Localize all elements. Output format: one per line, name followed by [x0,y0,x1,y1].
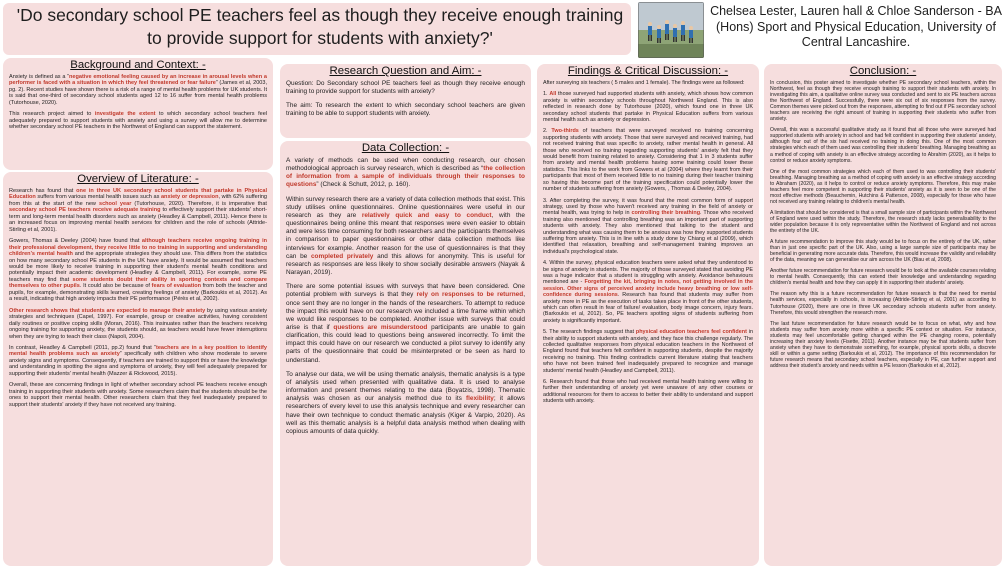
poster-title: 'Do secondary school PE teachers feel as though they receive enough training to provide support for students with anxiety?' [16,5,624,48]
highlighted-text: Two-thirds [551,128,579,135]
body-text: by using various anxiety strategies and techniques (Capel, 1997). For example, group or creative activities, having consistent daily routines or positive coping skills (Moran, 2016). This insinuates rather than the teachers receiving ongoing training for supporting anxiety, the students should, as teachers would have fewer interruptions when they are trying to teach their class (Napoli, 2004). [9,307,267,340]
body-text: 2. [543,128,552,135]
body-text: A limitation that should be considered is that a small sample size of participants within the Northwest of England were used within the study. Therefore, the research study lacks generalisability to the wider population because it is only representative within the Northwest of England and not across the entirety of the UK. [770,209,996,235]
body-text: suffers from various mental health issues such as [35,194,161,201]
data-collection-paragraph [286,283,525,365]
highlighted-text: controlling their breathing [631,210,701,217]
conclusion-paragraph [770,291,996,315]
body-text: . Those who received training also mentioned that controlling breathing was an important part of supporting students with anxiety. They also mentioned that talking to the student and understanding what was causing them to be anxious was how they supported students suffering from anxiety. This is in line with a study done by Chiang et al (2009), which identified that relaxation, breathing and self-management training improves an individual's psychological state. [543,210,753,255]
highlighted-text: All [549,91,557,98]
body-text: In conclusion, this poster aimed to investigate whether PE secondary school teachers, within the Northwest, feel as though they receive enough training to support their students with anxiety. In investigating this aim, a qualitative online survey was conducted and sent to six PE teachers across the Northwest of England. Successfully, there were six out of six responses from the survey. Common themes were picked out from the responses, attempting to find out if PE secondary school teachers are receiving the right amount of training in supporting their students who suffer from anxiety. [770,80,996,123]
conclusion-paragraph [770,268,996,286]
conclusion-heading: Conclusion: - [849,65,917,77]
body-text: The last future recommendation for future research would be to focus on what, why and how students may suffer from anxiety more within a specific PE context or situation. For instance, students may feel uncomfortable getting changed within the PE changing rooms, potentially increasing their anxiety levels (Fisette, 2011). Another instance may be that students suffer from anxiety when they have to demonstrate something, for example, physical sports skills, a discrete skill or within a game setting (Barkoukis et al, 2012). The importance of this recommendation for future research means that secondary school teachers, especially in PE, can further support and address their student's anxiety and needs within a PE lesson (Barkoukis et al, 2012). [770,320,996,369]
students-photo [638,2,704,58]
body-text: in their ability to support students with anxiety, and they face this challenge regularly. The collected qualitative responses from physical education teachers in the Northwest of England found that teachers felt confident in supporting students, despite the majority receiving no training. This finding contradicts current literature stating that teachers who have not been trained feel inadequately prepared to recognize and manage students' mental health (Headley and Campbell, 2011). [543,329,753,374]
highlighted-text: Forgetting the kit, bringing in notes, not getting involved in the session. Other signs of perceived anxiety include heavy breathing or low self-confidence during sessions [543,279,753,299]
body-text: This research project aimed to [9,111,95,118]
conclusion-paragraph [770,239,996,263]
highlighted-text: secondary school PE teachers receive adequate training [9,207,161,214]
data-collection-paragraph [286,196,525,278]
highlighted-text: physical education teachers feel confident [635,329,747,336]
body-text: A future recommendation to improve this study would be to focus on the entirety of the UK, rather than in just one specific part of the UK. Also, using a large sample size of participants may be beneficial in generating more accurate data. Therefore, this would increase the validity and reliability of the data, meaning we can generalise our aim across the UK (Biau et al, 2008). [770,239,996,264]
body-text: Another future recommendation for future research would be to look at the available courses relating to mental health. Consequently, this can extend their knowledge and understanding regarding children's mental health and how they can apply it in supporting their students' anxiety. [770,268,996,287]
data-collection-panel [280,141,531,566]
research-question: Question: Do Secondary school PE teachers feel as though they receive enough training to provide support for students with anxiety? [286,80,525,96]
literature-heading: Overview of Literature: - [77,173,199,185]
data-collection-paragraph [286,157,525,190]
literature-body [3,188,273,408]
body-text: from both the teacher and pupils, for example, demonstrating skills learned, creating feelings of anxiety (Barkoukis et al, 2012). As a result, indicating that high anxiety impacts their PE performance (Pérès et al, 2002). [9,283,267,303]
highlighted-text: fears of evaluation [151,283,202,290]
background-panel [3,58,273,170]
body-text: Anxiety is defined as a “ [9,74,70,80]
body-text: There are some potential issues with surveys that have been considered. One potential problem with surveys is that they [286,283,525,299]
body-text: participants are unable to gain clarification, this could lead to questions being answered incorrectly. To limit the impact this could have on our research we conducted a pilot survey to identify any parts of the questionnaire that could be misinterpreted or be seen as hard to understand. [286,323,525,364]
highlighted-text: relatively quick and easy to conduct [361,211,492,219]
body-text: 4. Within the survey, physical education teachers were asked what they understood to be signs of anxiety in students. The majority of those surveyed stated that avoiding PE was a huge indicator that a student is struggling with anxiety. Avoidance behaviours mentioned are - [543,260,753,286]
highlighted-text: the collection of information from a sample of individuals through their responses to questions [286,165,525,189]
findings-heading: Findings & Critical Discussion: - [567,65,729,77]
body-text: ; it allows researchers of every level to use this analysis technique and every researcher can have their own technique to conduct thematic analysis (Kiger & Varpio, 2020). As well as this thematic analysis is a helpful data analysis method when dealing with copious amounts of data quickly. [286,395,525,435]
literature-paragraph [9,345,267,377]
body-text: ” (Check & Schutt, 2012, p. 160). [316,181,411,189]
background-paragraph [9,74,267,106]
body-text: Within survey research there are a variety of data collection methods that exist. This study utilises online questionnaires. Online questionnaires were useful in our research as they are [286,195,525,219]
findings-panel [537,64,759,566]
highlighted-text: some students doubt their ability in sporting contexts and compare themselves to other pupils [9,276,267,290]
body-text: A variety of methods can be used when conducting research, our chosen methodological approach is survey research, which is described as “ [286,157,525,173]
body-text: Overall, these are concerning findings in light of whether secondary school PE teachers receive enough training in supporting their students with anxiety. Some researchers claim that the students should be the ones to support their mental health. Other researchers claim that they feel inadequately prepared to support their students' anxiety if they have not received any training. [9,382,267,408]
conclusion-panel [764,64,1002,566]
highlighted-text: rely on responses to be returned [416,291,524,299]
finding-item [543,91,753,123]
body-text: After surveying six teachers ( 5 males and 1 female). The findings were as followed: [543,80,745,86]
findings-intro [543,80,753,86]
finding-item [543,128,753,192]
body-text: 1. [543,91,550,98]
conclusion-paragraph [770,321,996,369]
body-text: In contrast, Headley & Campbell (2011, pp.2) found that “ [9,344,156,351]
body-text: to effectively support their students' short-term and long-term mental health disorders such as anxiety (Headley & Campbell, 2011). Hence there is an increased focus on improving mental health services for children and the role of schools (Attride-Stirling et al, 2001). [9,207,267,233]
literature-paragraph [9,238,267,303]
conclusion-paragraph [770,210,996,234]
conclusion-body [764,80,1002,369]
highlighted-text: flexibility [465,395,494,403]
body-text: Research has found that [9,188,77,194]
body-text: of teachers that were surveyed received no training concerning supporting students with anxiety. Those that were surveyed and received training, had not received training that was specific to anxiety, rather mental health in general. All those who received no training regarding supporting students' anxiety felt that they would benefit from training related to anxiety. Considering that 1 in 3 students suffer from anxiety and mental health problems having some training could lower these statistics. This links to the work from Gowers et al (2004) where they learnt from their participants that most of them received little to no training during their teacher training so having this become part of the training specification could potentially lower the number of students suffering from anxiety (Gowers, , Thomas & Deeley, 2004). [543,128,754,193]
body-text: One of the most common strategies which each of them used to was controlling their students' breathing. Managing breathing as a method of coping with anxiety is an effective strategy according to Abraham (2020), as it helps to control or reduce anxiety symptoms. Therefore, this may make teachers feel more competent in supporting their students' anxiety as it is seen to be one of the most effective methods (Beauchemin, Hutchins & Patterson, 2008), especially for those who have not received any training relating to children's mental health. [770,168,996,205]
research-panel [280,64,531,138]
body-text: . It could also be because of [79,283,152,290]
body-text: 3. After completing the survey, it was found that the most common form of support strategy, used by those who haven't received any training in the field of anxiety or mental health, was trying to help in [543,197,753,217]
body-text: Gowers, Thomas & Deeley (2004) have found that [9,238,142,245]
data-collection-paragraph [286,371,525,436]
data-collection-body [280,157,531,436]
highlighted-text: completed privately [310,252,374,260]
body-text: ” (James et al, 2003, pg. 2). Recent studies have shown there is a risk of a range of mental health problems for UK students. It is said that one-third of secondary school students aged 12 to 16 suffer from mental health problems (Tutorhouse, 2020). [9,80,267,106]
research-body [280,80,531,119]
literature-panel [3,172,273,566]
conclusion-paragraph [770,127,996,163]
finding-item [543,198,753,256]
highlighted-text: Other research shows that students are expected to manage their anxiety [9,307,206,314]
background-body [3,74,273,131]
body-text: , with 62% suffering from this at the start of the new [9,194,268,207]
research-aim: The aim: To research the extent to which secondary school teachers are given training to be able to support students with anxiety. [286,102,525,118]
finding-item [543,379,753,405]
highlighted-text: anxiety or depression [160,194,219,201]
conclusion-paragraph [770,169,996,205]
body-text: 5. The research findings suggest that [543,329,636,336]
body-text: The reason why this is a future recommendation for future research is that the need for mental health services, especially in schools, is increasing (Attride-Stirling et al, 2001) as according to Tutorhouse (2020), there are one in three UK secondary schools students suffer from anxiety. Therefore, this would strengthen the research more. [770,291,996,316]
research-heading: Research Question and Aim: - [329,65,482,77]
highlighted-text: investigate the extent [94,111,156,118]
body-text: ” specifically with children who show moderate to severe anxiety signs and symptoms. Consequently, if teachers are trained to support this or have the knowledge and understanding in spotting the signs and symptoms of anxiety, they will feel adequately prepared for supporting their students' mental health (Mazzer & Rickwood, 2015). [9,351,267,377]
highlighted-text: one in three UK secondary school students that partake in Physical Education [9,188,267,201]
body-text: those surveyed had supported students with anxiety, which shows how common anxiety is within secondary schools throughout Northwest England. This is also reflected in research done by Tutorhouse (2020), which found one in three UK secondary school students that partake in Physical Education suffers from various mental health such as anxiety or depression. [543,91,753,124]
literature-paragraph [9,188,267,233]
body-text: (Tutorhouse, 2020). Therefore, it is imperative that [131,200,267,207]
highlighted-text: although teachers receive ongoing training in their professional development, they receive little to no training in supporting and understanding children's mental health [9,238,267,258]
body-text: . Research has found that students may suffer from anxiety more in PE as the execution of tasks takes place in front of the other students, which can often result in fear of failure/ evaluation, body image concern, injury fears. (Barkoukis et al, 2012). So, PE teachers spotting signs of students suffering from anxiety is significantly important. [543,292,753,324]
background-heading: Background and Context: - [70,59,206,71]
body-text: To analyse our data, we will be using thematic analysis, thematic analysis is a type of analysis used when presented with qualitative data. It is used to analyse information and present themes relating to the data (Boyatzis, 1998). Thematic analysis was chosen as our analysis method due to its [286,370,525,403]
highlighted-text: negative emotional feeling caused by an increase in arousal levels when a performer is faced with a situation in which they feel threatened or fear failure [9,74,268,87]
body-text: and this allows for anonymity. This is useful for research as responses are less likely to show socially desirable answers (Nayak & Narayan, 2019). [286,252,525,277]
conclusion-paragraph [770,80,996,122]
highlighted-text: school year [98,200,132,207]
body-text: , with the questionnaires being online this meant that responses were even easier to obtain and were less time consuming for both researchers and the participants themselves in comparison to paper questionnaires or other data collection methods like interviews for example. Another reason for the use of questionnaires is that they can be [286,211,525,260]
body-text: Overall, this was a successful qualitative study as it found that all those who were surveyed had supported students with anxiety in school and had felt confident in supporting their students' anxiety, although four out of the six had received no training in doing this. One of the most common strategies which each of them used was controlling their students' breathing. Managing breathing as a method of coping with anxiety is an effective strategy according to Abrahim (2020), as it helps to control or reduce anxiety symptoms. [770,127,996,164]
background-paragraph [9,111,267,130]
literature-paragraph [9,308,267,340]
finding-item [543,329,753,374]
highlighted-text: teachers are in a key position to identify mental health problems such as anxiety [9,344,267,358]
body-text: , once sent they are no longer in the hands of the researchers. To attempt to reduce the impact this would have on our research we included a time frame within which we would like responses to be completed. Another issue with surveys that could arise is that if [286,291,525,331]
findings-body [537,80,759,405]
body-text: 6. Research found that those who had received mental health training were willing to further their understanding of anxiety yet were unaware of any other courses or additional resources for them to access to better their ability to understand and support students with anxiety. [543,379,753,405]
literature-paragraph [9,382,267,408]
data-collection-heading: Data Collection: - [361,142,450,154]
body-text: and the appropriate strategies they should use. This differs from the statistics on how many secondary school PE students in the UK have anxiety. It would be assumed that teachers would be more likely to receive training in supporting their student's mental health conditions and potentially impact their academic development (Headley & Campbell, 2011). For example, some PE teachers may find that [9,251,267,283]
authors-affiliation: Chelsea Lester, Lauren hall & Chloe Sanderson - BA (Hons) Sport and Physical Education, University of Central Lancashire. [710,4,1002,49]
highlighted-text: questions are misunderstood [333,323,428,331]
finding-item [543,260,753,324]
body-text: to which secondary school teachers feel adequately prepared to support students with anxiety and using a survey will allow me to determine whether secondary school PE teachers in the Northwest of England can support the statement. [9,111,268,131]
